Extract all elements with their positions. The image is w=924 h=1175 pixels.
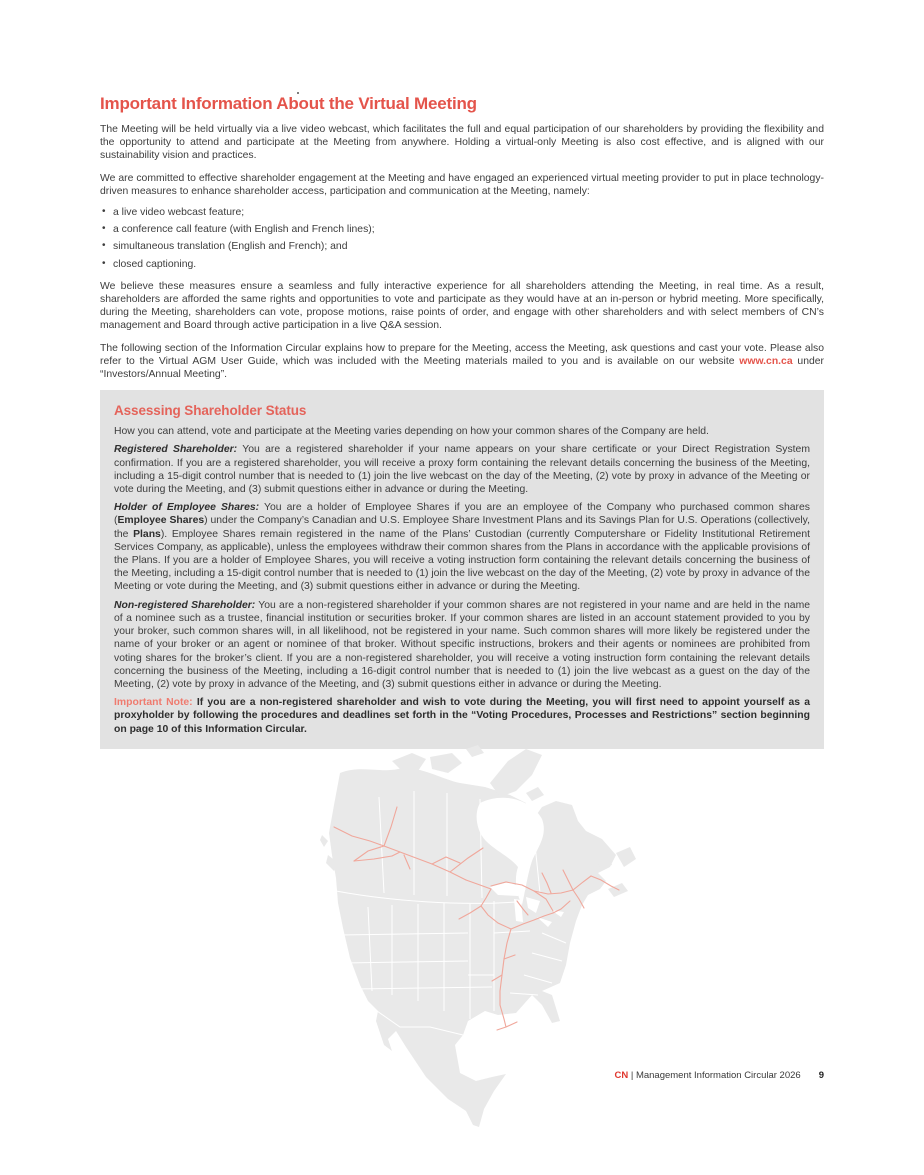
paragraph-important-note [114,696,810,736]
text-run: Holder of Employee Shares: [114,502,260,514]
list-item-text: closed captioning. [113,258,197,270]
list-item [100,223,824,236]
list-item [100,258,824,271]
paragraph-non-registered-shareholder [114,599,810,691]
list-item [100,206,824,219]
text-run: Registered Shareholder: [114,444,238,456]
bullet-icon: • [102,206,106,218]
text-run: Important Note: [114,697,193,709]
feature-list [100,206,824,271]
cn-logo-text: CN [614,1070,629,1081]
link-www-cn-ca[interactable]: www.cn.ca [739,355,793,367]
list-item [100,240,824,253]
footer-title: Management Information Circular 2026 [635,1070,801,1081]
paragraph-employee-shares [114,501,810,593]
page-number: 9 [818,1070,824,1081]
text-run: You are a non-registered shareholder if your common shares are not registered in your name and are held in the name of a nominee such as a trustee, financial institution or securities broker. If your common shares are listed in an account statement provided to you by your broker, such common shares will, in all likelihood, not be registered in your name. Such common shares will more likely be registered under the name of your broker or an agent or nominee of that broker. Without specific instructions, brokers and their agents or nominees are prohibited from voting shares for the broker’s client. If you are a non-registered shareholder, you will receive a voting instruction form containing the relevant details concerning the business of the Meeting, including a 16-digit control number that is needed to (1) join the live webcast as a guest on the day of the Meeting, (2) vote by proxy in advance of the Meeting, and (3) submit questions either in advance or during the Meeting. [114,599,811,690]
paragraph-engagement: We are committed to effective shareholder engagement at the Meeting and have engaged an experienced virtual meeting provider to put in place technology-driven measures to enhance shareholder access, participation and communication at the Meeting, namely: [100,172,824,197]
paragraph-virtual-meeting: The Meeting will be held virtually via a live video webcast, which facilitates the full and equal participation of our shareholders by providing the flexibility and the opportunity to attend and participate at the Meeting from anywhere. Holding a virtual-only Meeting is also cost effective, and is aligned with our sustainability vision and practices. [100,124,824,162]
page-footer [614,1070,824,1082]
list-item-text: a conference call feature (with English and French lines); [113,224,375,236]
bullet-icon: • [102,240,106,252]
page-title: Important Information About the Virtual Meeting [100,94,477,113]
assessing-shareholder-status-box [100,390,824,748]
text-run: You are a holder of Employee Shares if you are an employee of the Company who purchased common shares ( [114,502,810,527]
list-item-text: simultaneous translation (English and French); and [113,241,348,253]
paragraph-measures: We believe these measures ensure a seamless and fully interactive experience for all shareholders attending the Meeting, in real time. As a result, shareholders are afforded the same rights and opportunities to vote and participate as they would have at an in-person or hybrid meeting. More specifically, during the Meeting, shareholders can vote, propose motions, raise points of order, and engage with other shareholders and with select members of CN’s management and Board through active participation in a live Q&A session. [100,280,824,332]
paragraph-following-section [100,342,824,382]
text-run: Non-registered Shareholder: [114,599,256,611]
scan-speck [297,92,299,94]
footer-separator: | [628,1070,636,1081]
list-item-text: a live video webcast feature; [113,207,245,219]
text-run: You are a registered shareholder if your name appears on your share certificate or your Direct Registration System confirmation. If you are a registered shareholder, you will receive a proxy form containing the relevant details concerning the business of the Meeting, including a 15-digit control number that is needed to (1) join the live webcast on the day of the Meeting, (2) vote by proxy in advance of the Meeting or vote during the Meeting, and (3) submit questions either in advance or during the Meeting. [114,444,810,496]
paragraph-registered-shareholder [114,443,810,496]
box-title: Assessing Shareholder Status [114,403,307,419]
text-run: Plans [133,528,161,540]
bullet-icon: • [102,257,106,269]
text-run: The following section of the Information Circular explains how to prepare for the Meeting, access the Meeting, ask questions and cast your vote. Please also refer to the Virtual AGM User Guide, which was included with the Meeting materials mailed to you and is available on our website [100,342,824,367]
text-run: under “Investors/Annual Meeting”. [100,355,825,381]
bullet-icon: • [102,223,106,235]
text-run: If you are a non-registered shareholder and wish to vote during the Meeting, you will first need to appoint yourself as a proxyholder by following the procedures and deadlines set forth in the “Voting Procedures, Processes and Restrictions” section beginning on page 10 of this Information Circular. [114,697,810,735]
box-intro: How you can attend, vote and participate at the Meeting varies depending on how your common shares of the Company are held. [114,426,709,438]
text-run: Employee Shares [117,515,205,527]
text-run: ) under the Company’s Canadian and U.S. Employee Share Investment Plans and its Savings Plan for U.S. Operations (collectively, the [114,515,810,540]
text-run: ). Employee Shares remain registered in the name of the Plans’ Custodian (currently Computershare or Fidelity Institutional Retirement Services Company, as applicable), unless the employees withdraw their common shares from the Plans in accordance with the applicable provisions of the Plans. If you are a holder of Employee Shares, you will receive a voting instruction form containing the relevant details concerning the business of the Meeting, including a 15-digit control number that is needed to (1) join the live webcast on the day of the Meeting, (2) vote by proxy in advance of the Meeting or vote during the Meeting, and (3) submit questions either in advance or during the Meeting. [114,528,810,593]
